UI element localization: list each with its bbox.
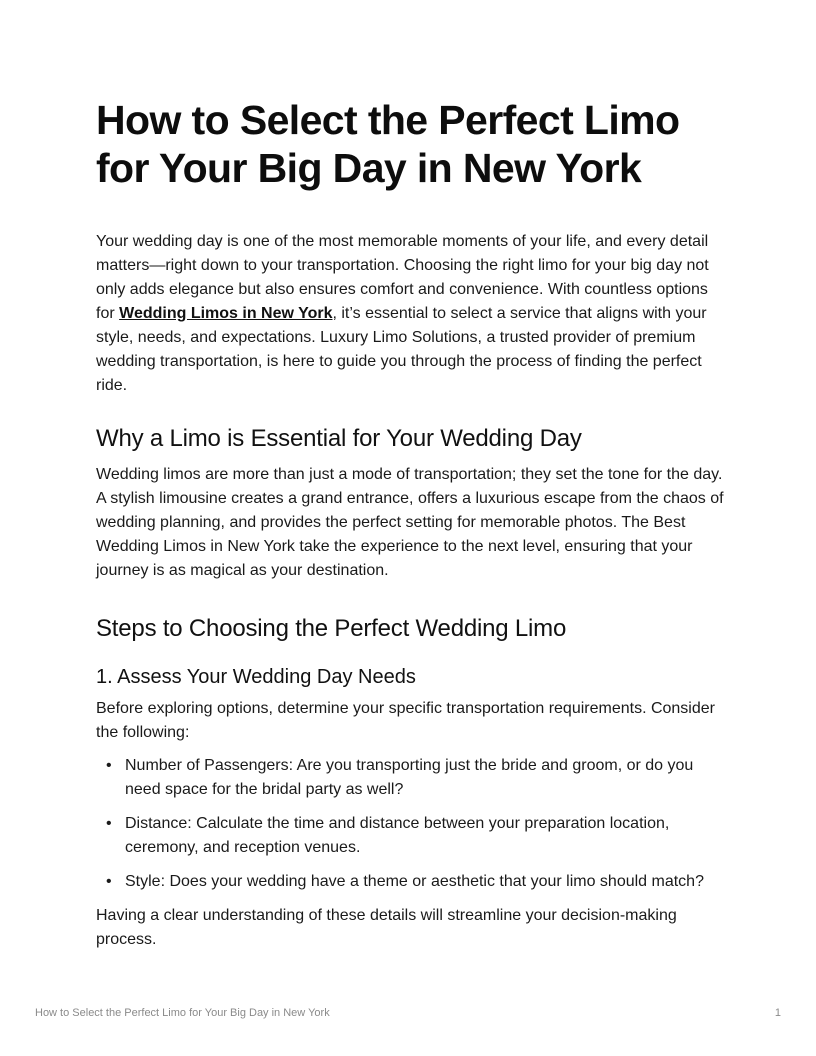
bullet-icon: •	[106, 757, 112, 774]
page-number: 1	[774, 1007, 781, 1019]
list-item	[106, 812, 724, 860]
section-heading-steps: Steps to Choosing the Perfect Wedding Limo	[96, 615, 567, 642]
assess-lead-paragraph: Before exploring options, determine your specific transportation requirements. Consider the following:	[96, 700, 715, 741]
intro-text-start: Your wedding day is one of the most memorable moments of your life, and every detail matters—right down to your transportation. Choosing the right limo for your big day not only adds elegance but also ensures comfort and convenience. With countless options for	[96, 233, 709, 322]
document-page	[96, 96, 724, 952]
wedding-limos-link[interactable]: Wedding Limos in New York	[119, 305, 333, 322]
intro-paragraph	[96, 230, 724, 398]
list-item-text: Distance: Calculate the time and distance between your preparation location, ceremony, and reception venues.	[125, 815, 670, 856]
list-item-text: Style: Does your wedding have a theme or aesthetic that your limo should match?	[125, 873, 704, 890]
section-heading-why: Why a Limo is Essential for Your Wedding Day	[96, 425, 582, 452]
list-item	[106, 754, 724, 802]
page-footer	[35, 1006, 781, 1020]
assess-closing-paragraph: Having a clear understanding of these details will streamline your decision-making process.	[96, 907, 677, 948]
document-title: How to Select the Perfect Limo for Your Big Day in New York	[96, 97, 680, 191]
subsection-heading-assess: 1. Assess Your Wedding Day Needs	[96, 666, 416, 688]
list-item	[106, 870, 724, 894]
list-item-text: Number of Passengers: Are you transporting just the bride and groom, or do you need space for the bridal party as well?	[125, 757, 694, 798]
needs-list	[96, 754, 724, 894]
bullet-icon: •	[106, 873, 112, 890]
intro-text-end: , it’s essential to select a service that aligns with your style, needs, and expectations. Luxury Limo Solutions, a trusted provider of premium wedding transportation, is here to guide you through the process of finding the perfect ride.	[96, 305, 707, 394]
footer-title: How to Select the Perfect Limo for Your Big Day in New York	[35, 1007, 330, 1019]
section-paragraph-why: Wedding limos are more than just a mode of transportation; they set the tone for the day. A stylish limousine creates a grand entrance, offers a luxurious escape from the chaos of wedding planning, and provides the perfect setting for memorable photos. The Best Wedding Limos in New York take the experience to the next level, ensuring that your journey is as magical as your destination.	[96, 466, 724, 579]
bullet-icon: •	[106, 815, 112, 832]
